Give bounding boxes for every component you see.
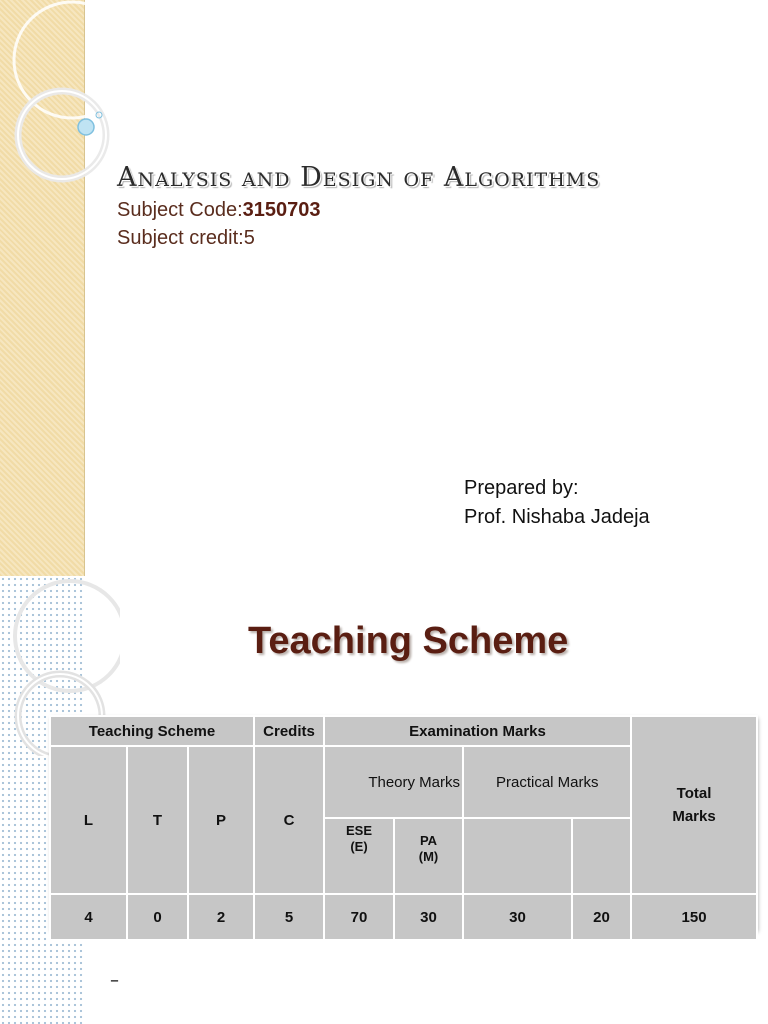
- prepared-by-name: Prof. Nishaba Jadeja: [464, 506, 650, 528]
- table-row: [50, 894, 757, 940]
- ese-line2: (E): [350, 839, 368, 854]
- value-t: 0: [127, 894, 188, 940]
- value-practical-2: 20: [572, 894, 631, 940]
- table-row: [50, 716, 757, 746]
- col-c: C: [254, 746, 324, 894]
- slide-heading: Teaching Scheme: [248, 620, 569, 662]
- header-pa: [394, 818, 463, 894]
- subject-code: [117, 199, 321, 222]
- col-l: L: [50, 746, 127, 894]
- empty-cell: [463, 818, 572, 894]
- value-p: 2: [188, 894, 254, 940]
- subject-code-value: 3150703: [242, 199, 321, 221]
- value-practical-1: 30: [463, 894, 572, 940]
- subject-code-label: Subject Code:: [117, 199, 243, 221]
- presentation-title: Analysis and Design of Algorithms: [117, 162, 601, 193]
- value-total: 150: [631, 894, 757, 940]
- total-marks-line2: Marks: [672, 808, 716, 825]
- empty-cell: [572, 818, 631, 894]
- pa-line2: (M): [418, 849, 439, 864]
- pa-line1: PA: [419, 833, 438, 848]
- header-credits: Credits: [254, 716, 324, 746]
- header-theory-marks: Theory Marks: [324, 746, 463, 818]
- prepared-by-label: Prepared by:: [464, 477, 579, 499]
- value-l: 4: [50, 894, 127, 940]
- total-marks-line1: Total: [676, 785, 712, 802]
- trailing-dash: –: [110, 970, 119, 991]
- value-pa: 30: [394, 894, 463, 940]
- header-ese: [324, 818, 394, 894]
- ese-line1: ESE: [345, 823, 372, 838]
- teaching-scheme-table-wrapper: [49, 715, 756, 929]
- header-total-marks: [631, 716, 757, 894]
- value-c: 5: [254, 894, 324, 940]
- value-ese: 70: [324, 894, 394, 940]
- header-practical-marks: Practical Marks: [463, 746, 631, 818]
- col-p: P: [188, 746, 254, 894]
- teaching-scheme-slide: [0, 576, 768, 1024]
- header-teaching-scheme: Teaching Scheme: [50, 716, 254, 746]
- subject-credit: Subject credit:5: [117, 227, 255, 249]
- header-examination-marks: Examination Marks: [324, 716, 631, 746]
- teaching-scheme-table: [49, 715, 758, 941]
- col-t: T: [127, 746, 188, 894]
